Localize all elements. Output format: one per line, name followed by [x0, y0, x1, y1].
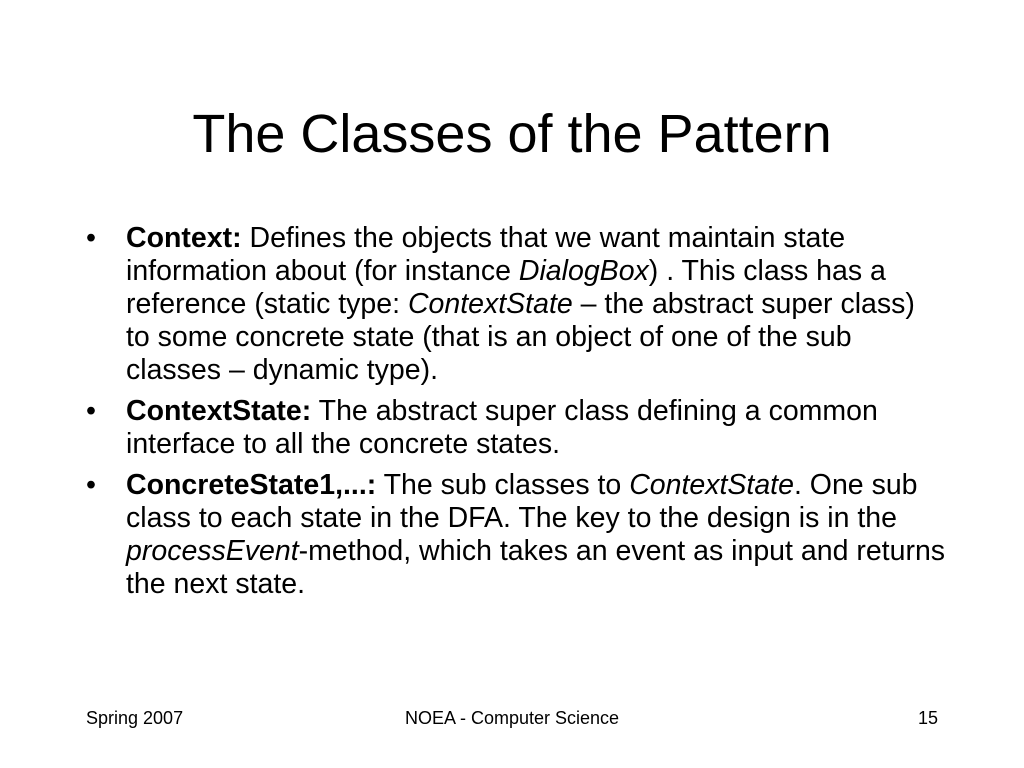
- bullet-text: -method, which takes an event as input and returns the next state.: [126, 535, 946, 600]
- bullet-marker: •: [86, 469, 96, 501]
- bullet-emphasis: ContextState: [629, 469, 794, 501]
- bullet-item-concretestate: [0, 469, 946, 601]
- bullet-marker: •: [86, 222, 96, 254]
- bullet-text: ) . This class has a reference (static type:: [126, 255, 886, 320]
- bullet-emphasis: ContextState: [407, 288, 573, 320]
- bullet-text: The sub classes to: [376, 469, 630, 501]
- bullet-text: The abstract super class defining a common interface to all the concrete states.: [126, 395, 878, 460]
- slide-number: 15: [917, 708, 938, 728]
- bullet-text: – the abstract super class) to some concrete state (that is an object of one of the sub classes – dynamic type).: [126, 288, 915, 386]
- bullet-list: [0, 222, 1024, 609]
- bullet-term: Context:: [126, 222, 242, 254]
- bullet-term: ConcreteState1,...:: [126, 469, 377, 501]
- bullet-item-context: [0, 222, 946, 387]
- bullet-term: ContextState:: [126, 395, 312, 427]
- bullet-item-contextstate: [0, 395, 946, 461]
- slide-title: The Classes of the Pattern: [192, 104, 832, 164]
- bullet-emphasis: processEvent: [126, 535, 299, 567]
- bullet-text: Defines the objects that we want maintain state information about (for instance: [126, 222, 846, 287]
- footer-course: NOEA - Computer Science: [404, 708, 620, 728]
- bullet-text: . One sub class to each state in the DFA. The key to the design is in the: [126, 469, 918, 534]
- footer-date: Spring 2007: [86, 708, 184, 728]
- bullet-emphasis: DialogBox: [518, 255, 649, 287]
- bullet-marker: •: [86, 395, 96, 427]
